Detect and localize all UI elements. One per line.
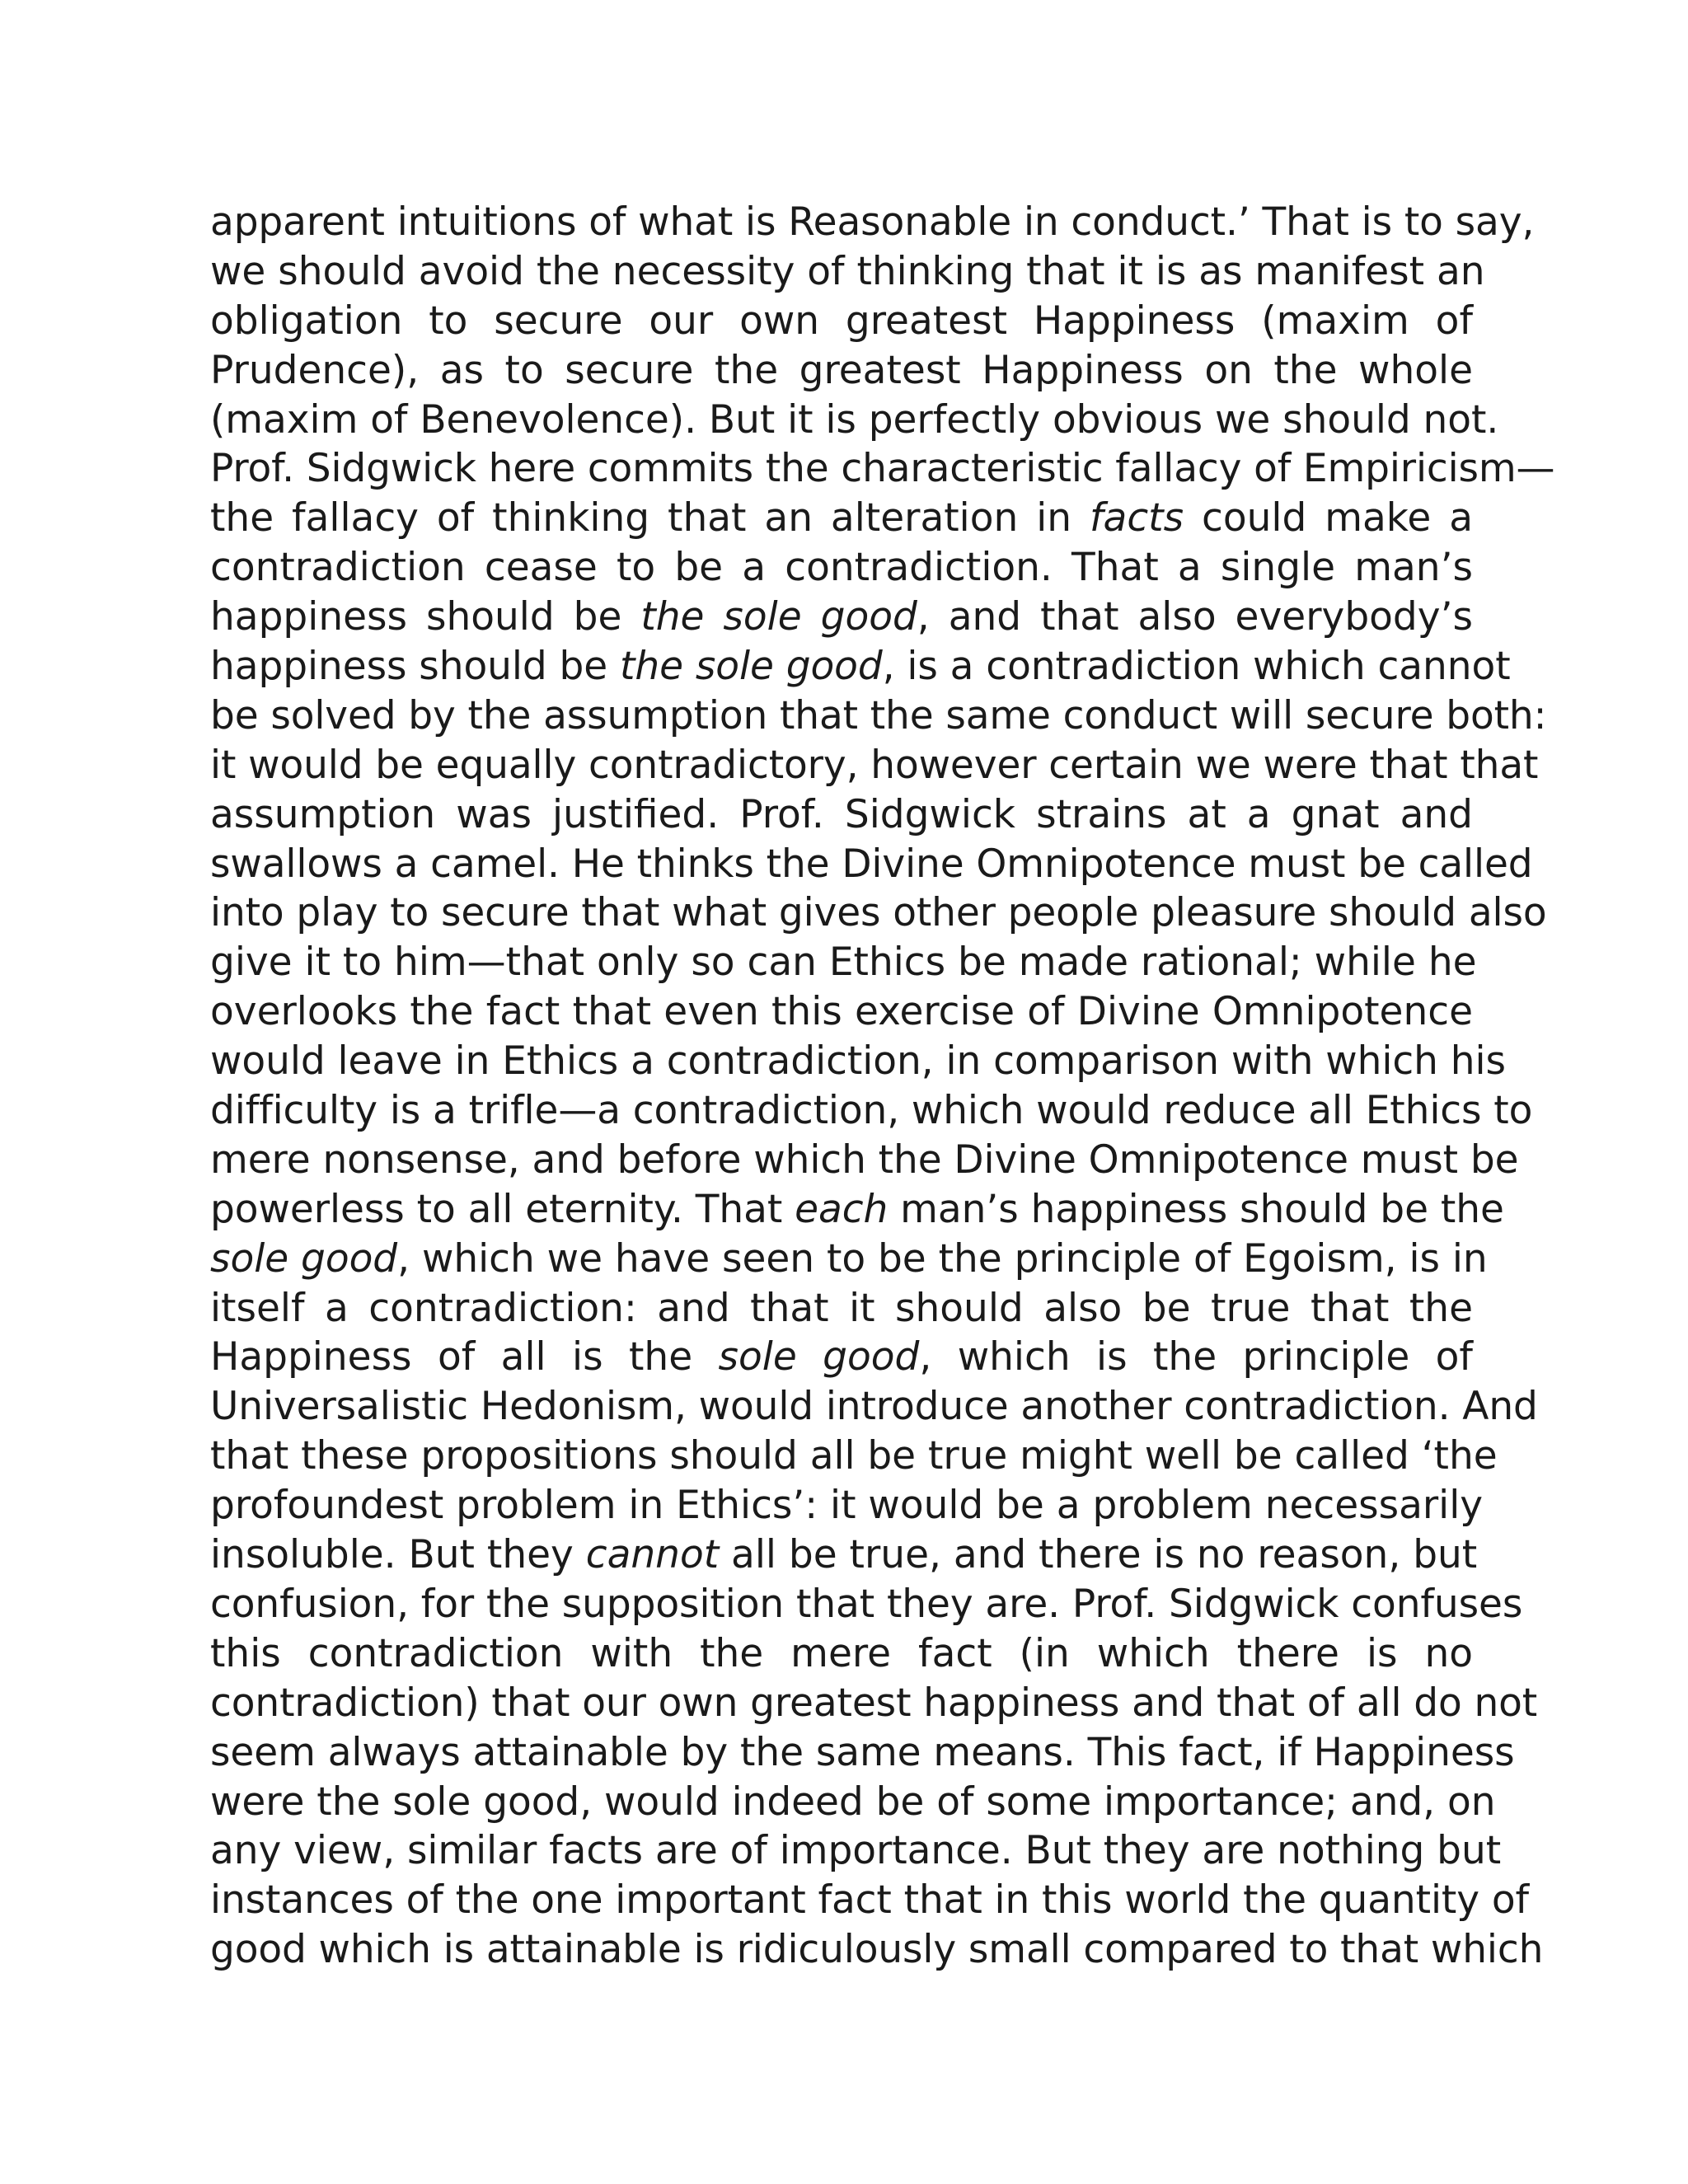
text-segment: , which is the principle of xyxy=(919,1334,1473,1380)
text-line xyxy=(210,790,1473,840)
text-line xyxy=(210,1382,1538,1432)
text-line xyxy=(210,741,1539,790)
text-line xyxy=(210,1284,1473,1333)
text-segment: mere nonsense, and before which the Divine Omnipotence must be xyxy=(210,1137,1519,1183)
text-line xyxy=(210,1728,1515,1778)
text-segment: overlooks the fact that even this exercise of Divine Omnipotence xyxy=(210,989,1473,1035)
text-line xyxy=(210,1432,1498,1481)
italic-text: the sole good xyxy=(640,594,917,640)
text-segment: , which we have seen to be the principle of Egoism, is in xyxy=(397,1235,1488,1282)
text-segment: difficulty is a trifle—a contradiction, which would reduce all Ethics to xyxy=(210,1088,1533,1134)
text-line xyxy=(210,444,1555,494)
text-segment: would leave in Ethics a contradiction, in comparison with which his xyxy=(210,1038,1506,1085)
text-segment: that these propositions should all be true might well be called ‘the xyxy=(210,1433,1498,1479)
text-segment: be solved by the assumption that the same conduct will secure both: xyxy=(210,692,1547,738)
text-segment: any view, similar facts are of importance. But they are nothing but xyxy=(210,1828,1502,1874)
italic-text: the sole good xyxy=(620,644,883,690)
text-segment: itself a contradiction: and that it should also be true that the xyxy=(210,1285,1473,1331)
text-segment: contradiction) that our own greatest happiness and that of all do not xyxy=(210,1680,1538,1726)
text-segment: (maxim of Benevolence). But it is perfectly obvious we should not. xyxy=(210,396,1499,443)
text-segment: confusion, for the supposition that they are. Prof. Sidgwick confuses xyxy=(210,1581,1523,1627)
text-segment: apparent intuitions of what is Reasonable in conduct.’ That is to say, xyxy=(210,199,1535,245)
text-line xyxy=(210,987,1473,1037)
text-line xyxy=(210,1925,1544,1975)
italic-text: each xyxy=(795,1186,889,1232)
text-line xyxy=(210,1086,1533,1136)
text-line xyxy=(210,1629,1473,1679)
text-line xyxy=(210,691,1547,741)
text-line xyxy=(210,1530,1478,1580)
text-line xyxy=(210,1778,1496,1827)
text-segment: Prof. Sidgwick here commits the characteristic fallacy of Empiricism— xyxy=(210,446,1555,492)
text-line xyxy=(210,346,1473,396)
italic-text: sole good xyxy=(210,1235,398,1282)
text-line xyxy=(210,1481,1484,1530)
text-segment: obligation to secure our own greatest Happiness (maxim of xyxy=(210,298,1473,344)
text-segment: we should avoid the necessity of thinking that it is as manifest an xyxy=(210,248,1485,294)
italic-text: facts xyxy=(1089,495,1184,541)
text-segment: Universalistic Hedonism, would introduce another contradiction. And xyxy=(210,1384,1538,1430)
text-line xyxy=(210,1826,1502,1876)
body-text xyxy=(210,198,1555,1975)
text-line xyxy=(210,1876,1529,1925)
italic-text: cannot xyxy=(585,1532,720,1578)
text-segment: insoluble. But they xyxy=(210,1532,586,1578)
text-segment: Prudence), as to secure the greatest Happiness on the whole xyxy=(210,347,1473,393)
text-line xyxy=(210,1580,1523,1629)
text-line xyxy=(210,1037,1506,1086)
text-line xyxy=(210,494,1473,543)
text-segment: happiness should be xyxy=(210,644,621,690)
text-line xyxy=(210,297,1473,346)
text-segment: profoundest problem in Ethics’: it would be a problem necessarily xyxy=(210,1483,1484,1529)
text-line xyxy=(210,1679,1538,1728)
text-segment: good which is attainable is ridiculously small compared to that which xyxy=(210,1927,1544,1973)
text-segment: the fallacy of thinking that an alteration in xyxy=(210,495,1090,541)
text-segment: instances of the one important fact that in this world the quantity of xyxy=(210,1877,1529,1924)
text-line xyxy=(210,642,1511,691)
text-line xyxy=(210,396,1499,445)
text-line xyxy=(210,247,1485,297)
text-segment: give it to him—that only so can Ethics be made rational; while he xyxy=(210,940,1477,986)
text-segment: were the sole good, would indeed be of some importance; and, on xyxy=(210,1779,1496,1825)
text-segment: , and that also everybody’s xyxy=(917,594,1473,640)
text-line xyxy=(210,888,1547,938)
text-segment: it would be equally contradictory, however certain we were that that xyxy=(210,742,1539,788)
text-segment: this contradiction with the mere fact (in which there is no xyxy=(210,1630,1473,1676)
text-line xyxy=(210,593,1473,642)
text-line xyxy=(210,1136,1519,1185)
text-segment: powerless to all eternity. That xyxy=(210,1186,795,1232)
text-segment: happiness should be xyxy=(210,594,641,640)
text-line xyxy=(210,1333,1473,1382)
text-line xyxy=(210,1185,1504,1235)
text-line xyxy=(210,543,1473,593)
text-segment: man’s happiness should be the xyxy=(888,1186,1504,1232)
text-segment: all be true, and there is no reason, but xyxy=(719,1532,1478,1578)
text-line xyxy=(210,840,1533,889)
text-segment: Happiness of all is the xyxy=(210,1334,719,1380)
text-segment: , is a contradiction which cannot xyxy=(882,644,1511,690)
text-line xyxy=(210,1235,1488,1284)
text-segment: contradiction cease to be a contradiction. That a single man’s xyxy=(210,545,1473,591)
text-segment: into play to secure that what gives other people pleasure should also xyxy=(210,890,1547,936)
text-line xyxy=(210,938,1477,987)
text-segment: seem always attainable by the same means. This fact, if Happiness xyxy=(210,1729,1515,1775)
text-segment: assumption was justified. Prof. Sidgwick strains at a gnat and xyxy=(210,791,1473,837)
text-segment: swallows a camel. He thinks the Divine Omnipotence must be called xyxy=(210,841,1533,887)
text-line xyxy=(210,198,1535,247)
italic-text: sole good xyxy=(718,1334,920,1380)
text-segment: could make a xyxy=(1184,495,1473,541)
